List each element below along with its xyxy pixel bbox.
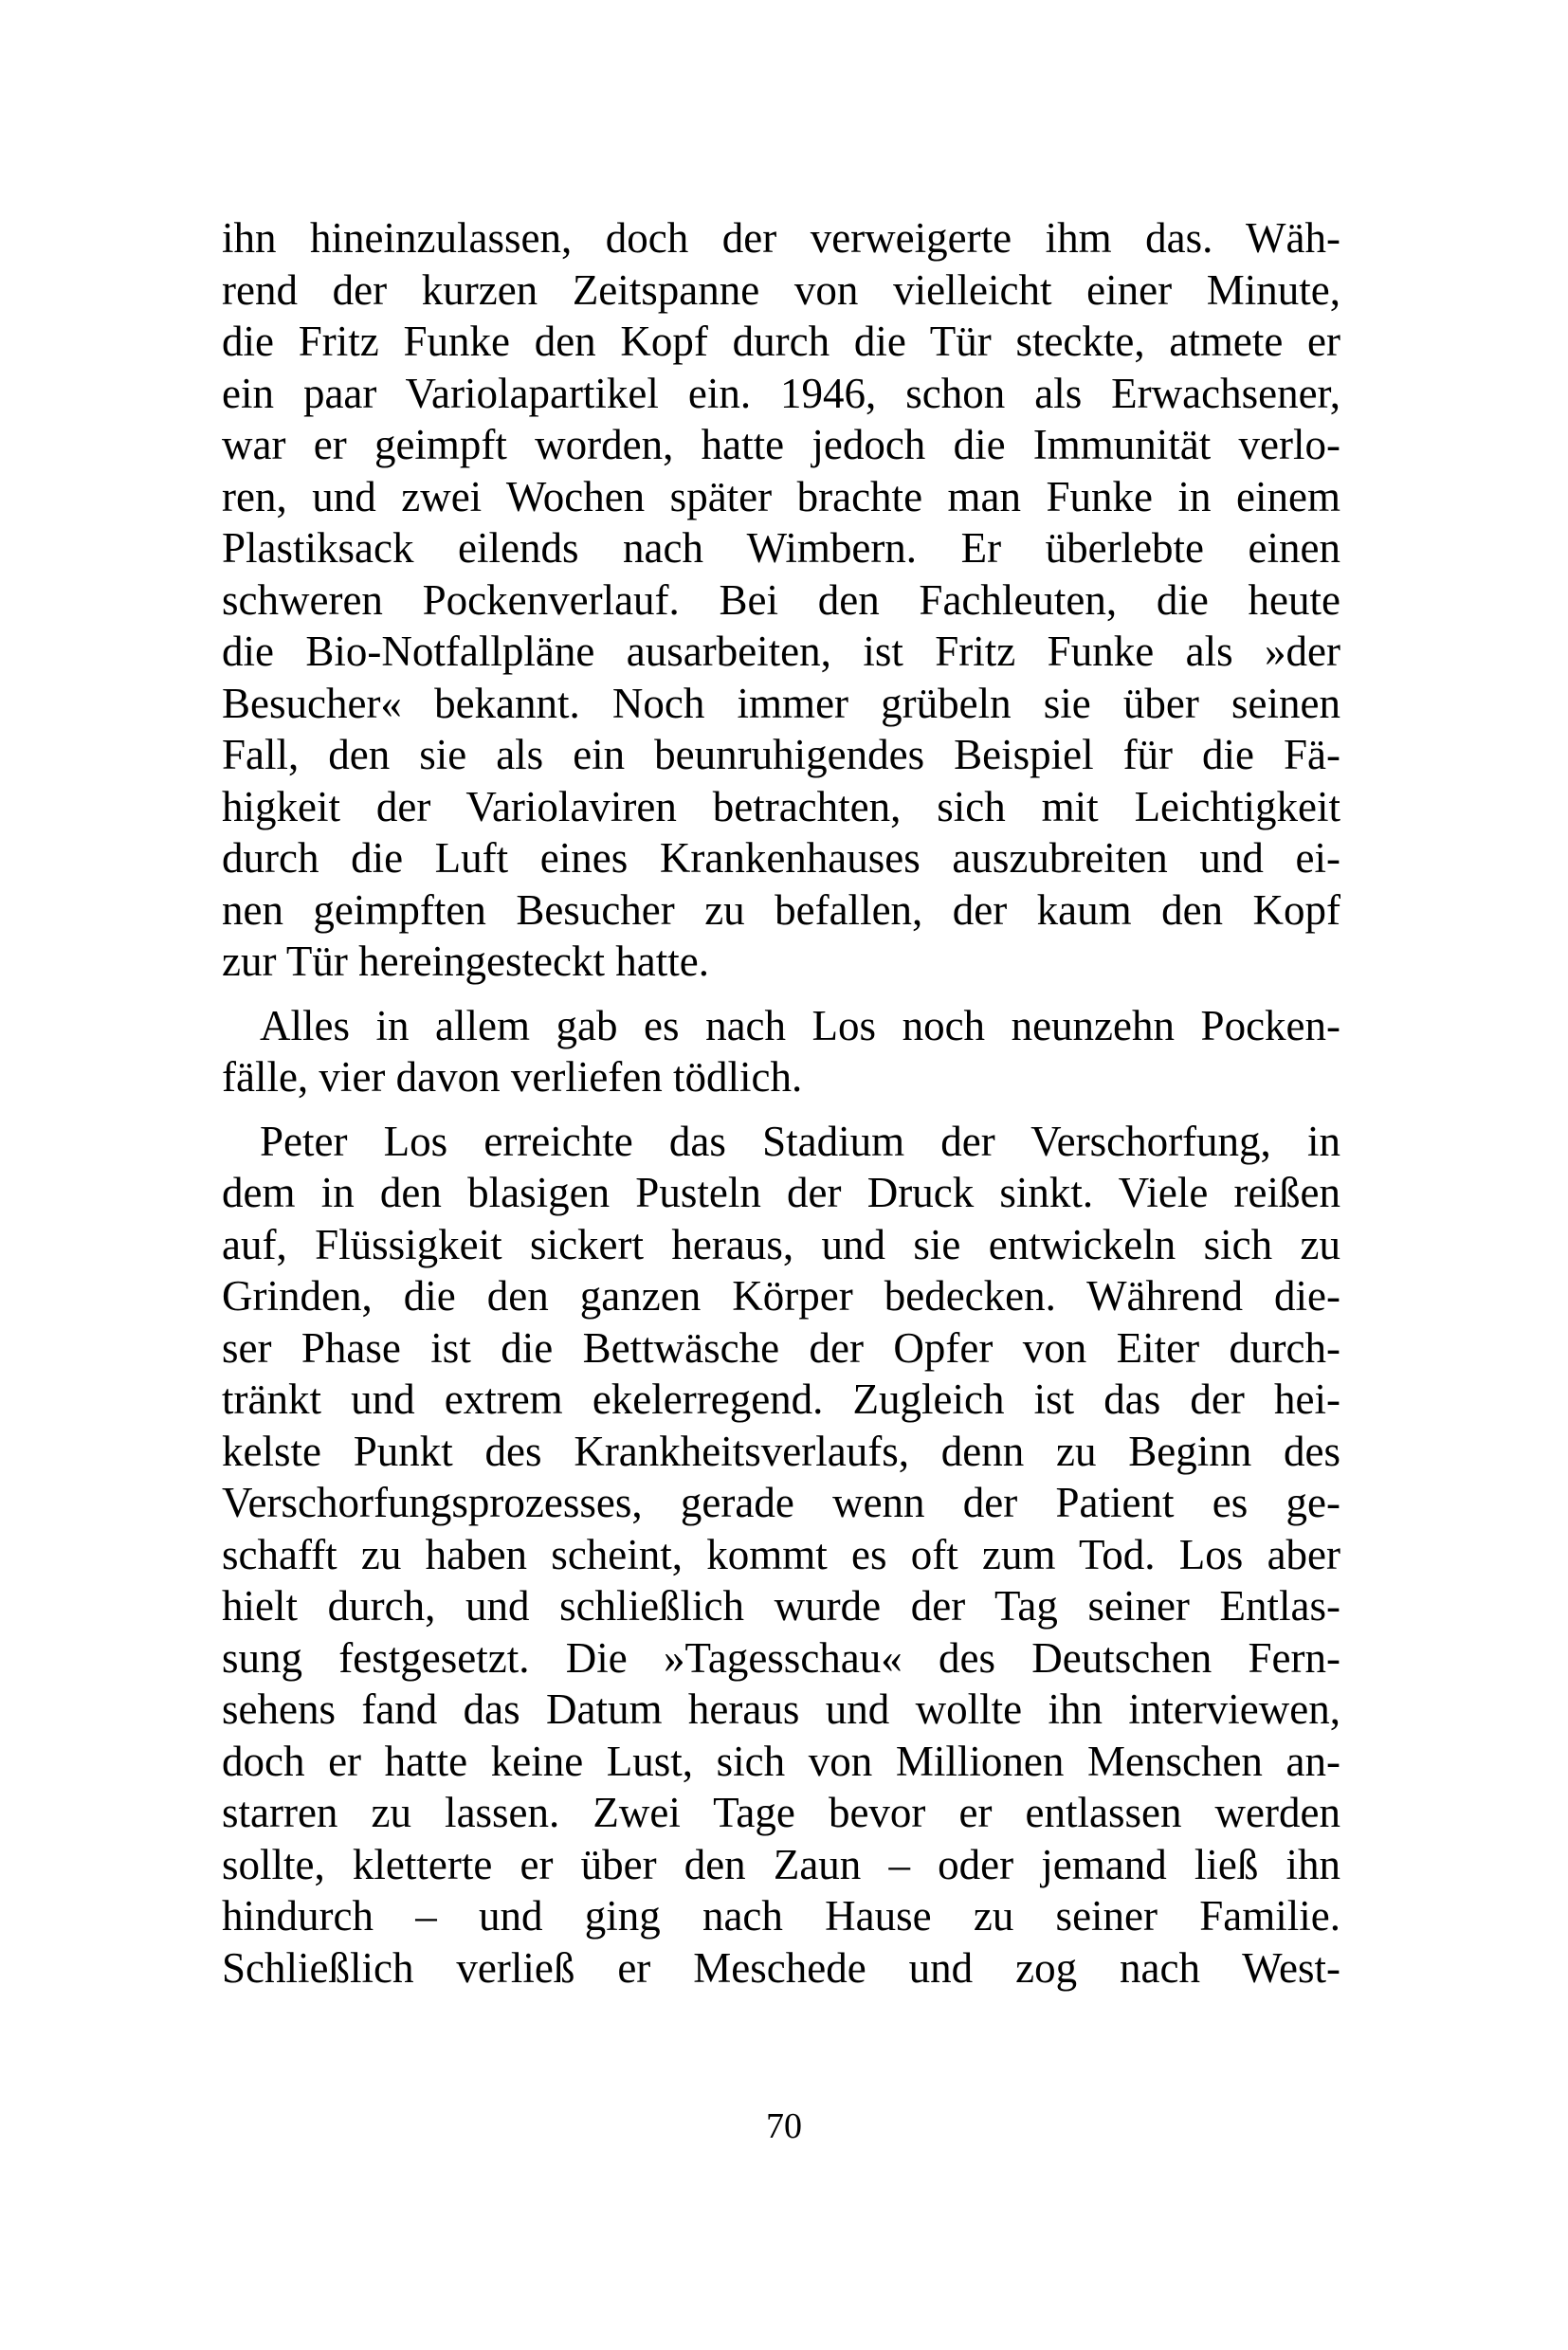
text-line: dem in den blasigen Pusteln der Druck sinkt. Viele reißen xyxy=(222,1169,1340,1216)
text-line: sollte, kletterte er über den Zaun – oder jemand ließ ihn xyxy=(222,1840,1340,1888)
text-line: die Fritz Funke den Kopf durch die Tür steckte, atmete er xyxy=(222,318,1340,365)
text-line: die Bio-Notfallpläne ausarbeiten, ist Fritz Funke als »der xyxy=(222,628,1340,675)
text-line: zur Tür hereingesteckt hatte. xyxy=(222,938,709,985)
text-line: higkeit der Variolaviren betrachten, sich mit Leichtigkeit xyxy=(222,782,1340,830)
text-line: Grinden, die den ganzen Körper bedecken. Während die- xyxy=(222,1272,1340,1320)
paragraph-1 xyxy=(222,212,1340,988)
text-line: ser Phase ist die Bettwäsche der Opfer von Eiter durch- xyxy=(222,1323,1340,1372)
body-text xyxy=(222,212,1340,1994)
text-line: Plastiksack eilends nach Wimbern. Er überlebte einen xyxy=(222,524,1340,572)
text-line: kelste Punkt des Krankheitsverlaufs, denn zu Beginn des xyxy=(222,1427,1340,1475)
text-line: Besucher« bekannt. Noch immer grübeln sie über seinen xyxy=(222,679,1340,727)
text-line: fälle, vier davon verliefen tödlich. xyxy=(222,1053,803,1101)
text-line: hielt durch, und schließlich wurde der Tag seiner Entlas- xyxy=(222,1582,1340,1630)
text-line: sehens fand das Datum heraus und wollte ihn interviewen, xyxy=(222,1685,1340,1733)
text-line: Peter Los erreichte das Stadium der Verschorfung, in xyxy=(260,1117,1340,1165)
text-line: schafft zu haben scheint, kommt es oft zum Tod. Los aber xyxy=(222,1530,1340,1578)
text-line: starren zu lassen. Zwei Tage bevor er entlassen werden xyxy=(222,1789,1340,1836)
text-line: Fall, den sie als ein beunruhigendes Beispiel für die Fä- xyxy=(222,731,1340,778)
text-line: ihn hineinzulassen, doch der verweigerte ihm das. Wäh- xyxy=(222,214,1340,262)
text-line: ren, und zwei Wochen später brachte man Funke in einem xyxy=(222,472,1340,520)
page-number: 70 xyxy=(766,2106,802,2146)
text-line: tränkt und extrem ekelerregend. Zugleich ist das der hei- xyxy=(222,1375,1340,1423)
text-line: nen geimpften Besucher zu befallen, der kaum den Kopf xyxy=(222,885,1340,934)
text-line: rend der kurzen Zeitspanne von vielleicht einer Minute, xyxy=(222,265,1340,314)
paragraph-3 xyxy=(222,1116,1340,1995)
text-line: Verschorfungsprozesses, gerade wenn der Patient es ge- xyxy=(222,1479,1340,1526)
paragraph-2 xyxy=(222,1000,1340,1103)
text-line: auf, Flüssigkeit sickert heraus, und sie entwickeln sich zu xyxy=(222,1220,1340,1268)
text-line: doch er hatte keine Lust, sich von Millionen Menschen an- xyxy=(222,1737,1340,1785)
text-line: hindurch – und ging nach Hause zu seiner Familie. xyxy=(222,1892,1340,1940)
text-line: schweren Pockenverlauf. Bei den Fachleuten, die heute xyxy=(222,575,1340,624)
text-line: durch die Luft eines Krankenhauses auszubreiten und ei- xyxy=(222,834,1340,882)
text-line: ein paar Variolapartikel ein. 1946, schon als Erwachsener, xyxy=(222,369,1340,417)
text-line: Alles in allem gab es nach Los noch neunzehn Pocken- xyxy=(260,1001,1340,1049)
text-line: war er geimpft worden, hatte jedoch die Immunität verlo- xyxy=(222,421,1340,468)
text-line: sung festgesetzt. Die »Tagesschau« des Deutschen Fern- xyxy=(222,1633,1340,1682)
text-line: Schließlich verließ er Meschede und zog nach West- xyxy=(222,1943,1340,1992)
